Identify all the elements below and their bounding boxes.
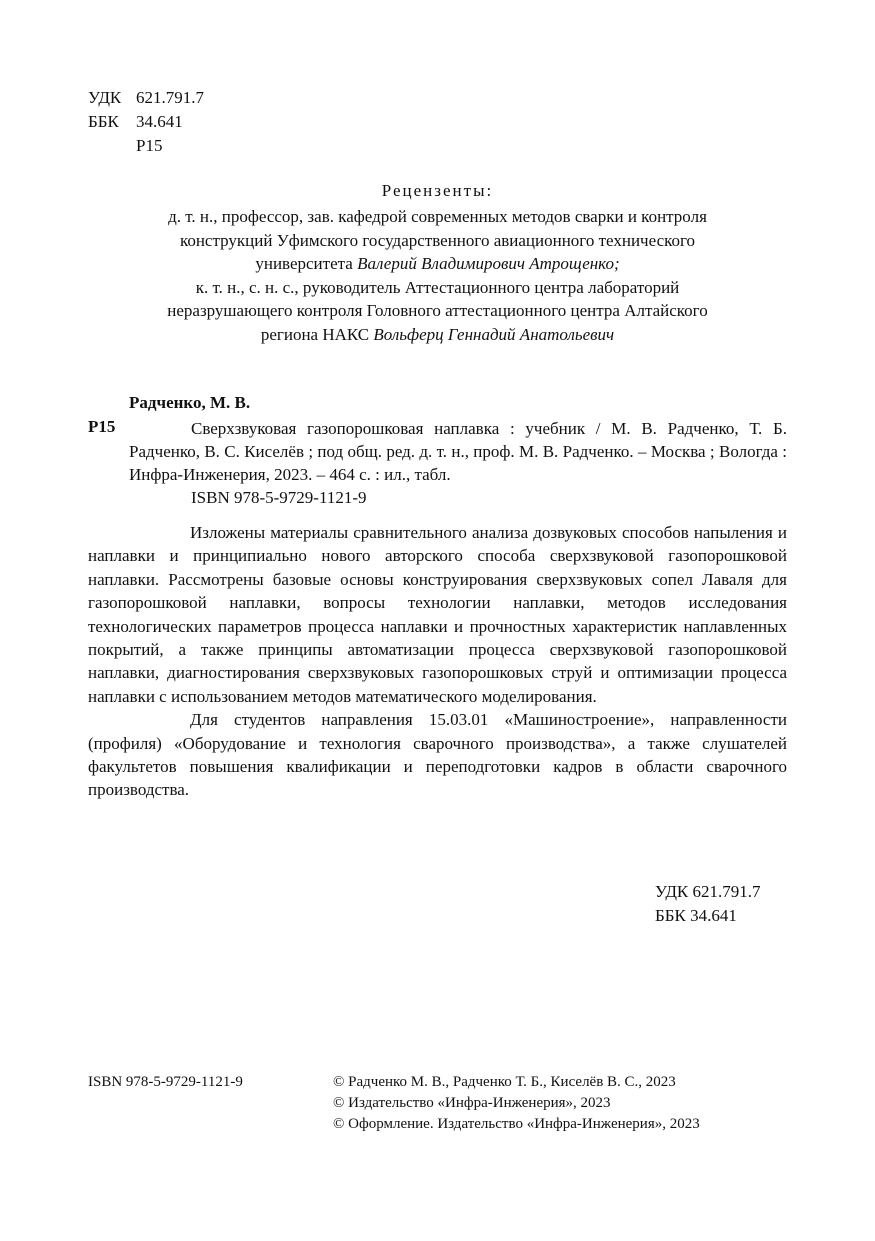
author-mark-row: [88, 134, 204, 158]
abstract-paragraph-1: Изложены материалы сравнительного анализа дозвуковых способов напыления и наплавки и принципиально нового авторского способа сверхзвуковой газопорошковой наплавки. Рассмотрены базовые основы конструирования сверхзвуковых сопел Лаваля для газопорошковой наплавки, вопросы технологии наплавки, методов исследования технологических параметров процесса наплавки и прочностных характеристик наплавленных покрытий, а также принципы автоматизации процесса сверхзвуковой газопорошковой наплавки, диагностирования сверхзвуковых газопорошковых струй и оптимизации процесса наплавки с использованием методов математического моделирования.: [88, 523, 787, 706]
copyright-authors: © Радченко М. В., Радченко Т. Б., Киселёв В. С., 2023: [333, 1074, 676, 1090]
catalog-code: Р15: [88, 417, 116, 436]
reviewers-block: [60, 205, 815, 346]
reviewer-1-line-2: конструкций Уфимского государственного авиационного технического: [179, 230, 696, 250]
reviewer-2-line-2: неразрушающего контроля Головного аттестационного центра Алтайского: [167, 301, 708, 320]
catalog-author: Радченко, М. В.: [129, 393, 251, 412]
abstract: [88, 521, 787, 802]
udk-label: УДК: [88, 88, 122, 107]
bottom-bbk: ББК 34.641: [655, 906, 737, 925]
catalog-entry: [129, 417, 787, 509]
author-mark: Р15: [136, 136, 163, 155]
reviewer-1-line-1: д. т. н., профессор, зав. кафедрой современных методов сварки и контроля: [168, 207, 707, 226]
udk-value: 621.791.7: [136, 88, 204, 107]
bbk-value: 34.641: [136, 112, 183, 131]
copyright-design: © Оформление. Издательство «Инфра-Инженерия», 2023: [333, 1116, 700, 1132]
reviewer-1-name: Валерий Владимирович Атрощенко;: [357, 254, 620, 273]
reviewer-2-line-3: региона НАКС Вольферц Геннадий Анатольевич: [260, 324, 615, 344]
bbk-label: ББК: [88, 112, 119, 131]
reviewer-2-line-1: к. т. н., с. н. с., руководитель Аттестационного центра лабораторий: [195, 277, 680, 297]
abstract-paragraph-2: Для студентов направления 15.03.01 «Машиностроение», направленности (профиля) «Оборудование и технология сварочного производства», а также слушателей факультетов повышения квалификации и переподготовки кадров в области сварочного производства.: [88, 710, 787, 800]
classification-block: [88, 86, 204, 158]
catalog-isbn: ISBN 978-5-9729-1121-9: [191, 488, 367, 507]
reviewer-2-name: Вольферц Геннадий Анатольевич: [373, 324, 615, 344]
bottom-classification: [655, 880, 761, 928]
catalog-description: Сверхзвуковая газопорошковая наплавка : учебник / М. В. Радченко, Т. Б. Радченко, В. С. Киселёв ; под общ. ред. д. т. н., проф. М. В. Радченко. – Москва ; Вологда : Инфра-Инженерия, 2023. – 464 с. : ил., табл.: [129, 419, 787, 484]
reviewers-heading: Рецензенты:: [381, 181, 494, 200]
udk-row: [88, 86, 204, 110]
bottom-udk: УДК 621.791.7: [655, 882, 761, 901]
footer-copyrights: [333, 1072, 700, 1135]
reviewer-1-line-3: университета Валерий Владимирович Атрощенко;: [255, 254, 620, 273]
footer-isbn: ISBN 978-5-9729-1121-9: [88, 1074, 243, 1090]
bbk-row: [88, 110, 204, 134]
copyright-publisher: © Издательство «Инфра-Инженерия», 2023: [333, 1095, 611, 1111]
